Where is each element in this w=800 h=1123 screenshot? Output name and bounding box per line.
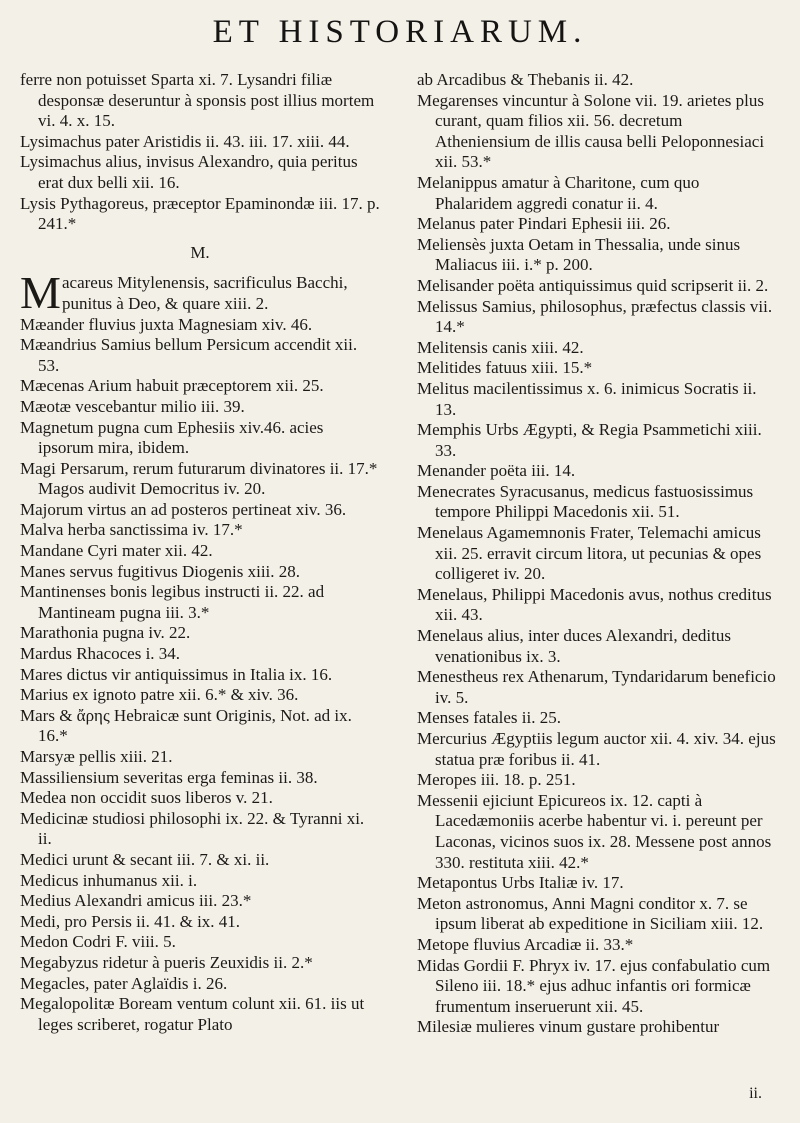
index-entry: Meton astronomus, Anni Magni conditor x. 7. se ipsum liberat ab expeditione in Siciliam xiii. 12. [417, 893, 764, 934]
index-entry: Midas Gordii F. Phryx iv. 17. ejus confabulatio cum Sileno iii. 18.* ejus adhuc infantis ori formicæ frumentum inseruerunt xii. 45. [417, 955, 771, 1016]
index-entry: Marius ex ignoto patre xii. 6.* & xiv. 36. [20, 685, 299, 705]
index-entry: Mæcenas Arium habuit præceptorem xii. 25. [20, 376, 324, 396]
index-entry: Medicinæ studiosi philosophi ix. 22. & Tyranni xi. ii. [20, 808, 365, 849]
entries-after-section [20, 315, 380, 1036]
index-entry: Menelaus, Philippi Macedonis avus, nothus creditus xii. 43. [417, 584, 772, 625]
index-entry: Melisander poëta antiquissimus quid scripserit ii. 2. [417, 275, 769, 295]
index-entry: Medici urunt & secant iii. 7. & xi. ii. [20, 849, 270, 869]
index-entry: Medi, pro Persis ii. 41. & ix. 41. [20, 911, 241, 931]
index-entry: Massiliensium severitas erga feminas ii. 38. [20, 767, 318, 787]
entries-right [417, 70, 777, 1038]
index-entry: Menelaus Agamemnonis Frater, Telemachi amicus xii. 25. erravit circum litora, ut pecunias & opes colligeret iv. 20. [417, 523, 762, 584]
index-entry: Lysis Pythagoreus, præceptor Epaminondæ iii. 17. p. 241.* [20, 193, 380, 234]
index-entry: Memphis Urbs Ægypti, & Regia Psammetichi xiii. 33. [417, 420, 762, 460]
running-header: ET HISTORIARUM. [212, 14, 588, 50]
dropcap-entry [20, 267, 380, 319]
index-entry: Melissus Samius, philosophus, præfectus classis vii. 14.* [417, 296, 773, 337]
index-entry: Megabyzus ridetur à pueris Zeuxidis ii. 2.* [20, 952, 313, 972]
index-entry: Medicus inhumanus xii. i. [20, 870, 198, 890]
drop-cap-letter: M [20, 267, 61, 319]
catchword: ii. [749, 1085, 762, 1102]
index-entry: Mardus Rhacoces i. 34. [20, 644, 181, 664]
index-entry: Malva herba sanctissima iv. 17.* [20, 520, 243, 540]
index-entry: Mares dictus vir antiquissimus in Italia ix. 16. [20, 664, 333, 684]
index-entry: Menelaus alius, inter duces Alexandri, deditus venationibus ix. 3. [417, 626, 731, 666]
index-entry: Medius Alexandri amicus iii. 23.* [20, 891, 252, 911]
index-column-right [417, 70, 777, 1038]
dropcap-entry-text: acareus Mitylenensis, sacrificulus Bacchi, punitus à Deo, & quare xiii. 2. [62, 273, 348, 313]
index-entry: Mantinenses bonis legibus instructi ii. 22. ad Mantineam pugna iii. 3.* [20, 582, 325, 622]
index-entry: Magi Persarum, rerum futurarum divinatores ii. 17.* Magos audivit Democritus iv. 20. [20, 458, 378, 499]
index-entry: ferre non potuisset Sparta xi. 7. Lysandri filiæ desponsæ deseruntur à sponsis post illius mortem vi. 4. x. 15. [20, 70, 375, 131]
index-entry: Meliensès juxta Oetam in Thessalia, unde sinus Maliacus iii. i.* p. 200. [417, 234, 741, 275]
index-entry: Manes servus fugitivus Diogenis xiii. 28. [20, 561, 301, 581]
index-entry: Messenii ejiciunt Epicureos ix. 12. capti à Lacedæmoniis acerbe habentur vi. i. pereunt per Laconas, vicinos suos ix. 28. Messene post annos 330. restituta xiii. 42.* [417, 790, 772, 872]
entries-before-section [20, 70, 380, 235]
index-entry: Melitides fatuus xiii. 15.* [417, 358, 593, 378]
index-entry: Lysimachus alius, invisus Alexandro, quia peritus erat dux belli xii. 16. [20, 152, 358, 192]
index-entry: Mercurius Ægyptiis legum auctor xii. 4. xiv. 34. ejus statua præ foribus ii. 41. [417, 729, 776, 769]
index-entry: Melitensis canis xiii. 42. [417, 337, 584, 357]
index-entry: Mæandrius Samius bellum Persicum accendit xii. 53. [20, 335, 358, 375]
index-entry: Marathonia pugna iv. 22. [20, 623, 191, 643]
index-entry: Mars & ἄρης Hebraicæ sunt Originis, Not. ad ix. 16.* [20, 705, 352, 746]
index-entry: Menecrates Syracusanus, medicus fastuosissimus tempore Philippi Macedonis xii. 51. [417, 481, 754, 522]
index-entry: Medea non occidit suos liberos v. 21. [20, 788, 273, 808]
index-entry: Milesiæ mulieres vinum gustare prohibentur [417, 1017, 720, 1037]
index-entry: Mæander fluvius juxta Magnesiam xiv. 46. [20, 314, 313, 334]
index-entry: Megalopolitæ Boream ventum colunt xii. 61. iis ut leges scriberet, rogatur Plato [20, 994, 365, 1034]
index-entry: Melanus pater Pindari Ephesii iii. 26. [417, 214, 671, 234]
index-entry: Mæotæ vescebantur milio iii. 39. [20, 396, 245, 416]
index-entry: Metapontus Urbs Italiæ iv. 17. [417, 873, 624, 893]
index-entry: Lysimachus pater Aristidis ii. 43. iii. 17. xiii. 44. [20, 131, 350, 151]
index-entry: Magnetum pugna cum Ephesiis xiv.46. acies ipsorum mira, ibidem. [20, 417, 324, 458]
index-entry: Medon Codri F. viii. 5. [20, 932, 176, 952]
index-entry: Menander poëta iii. 14. [417, 461, 576, 481]
index-entry: Megacles, pater Aglaïdis i. 26. [20, 973, 228, 993]
index-entry: Menses fatales ii. 25. [417, 708, 561, 728]
index-entry: Majorum virtus an ad posteros pertineat xiv. 36. [20, 499, 347, 519]
section-heading: M. [190, 242, 210, 262]
index-column-left [20, 70, 380, 1035]
index-entry: Megarenses vincuntur à Solone vii. 19. arietes plus curant, quam filios xii. 56. decretum Atheniensium de illis causa belli Peloponnesiaci xii. 53.* [417, 90, 765, 172]
index-entry: Mandane Cyri mater xii. 42. [20, 541, 213, 561]
index-entry: Marsyæ pellis xiii. 21. [20, 747, 173, 766]
index-entry: ab Arcadibus & Thebanis ii. 42. [417, 70, 634, 89]
index-entry: Melanippus amatur à Charitone, cum quo Phalaridem aggredi conatur ii. 4. [417, 172, 700, 213]
index-entry: Melitus macilentissimus x. 6. inimicus Socratis ii. 13. [417, 378, 757, 419]
index-entry: Metope fluvius Arcadiæ ii. 33.* [417, 934, 634, 954]
index-entry: Meropes iii. 18. p. 251. [417, 770, 576, 790]
index-entry: Menestheus rex Athenarum, Tyndaridarum beneficio iv. 5. [417, 667, 776, 707]
